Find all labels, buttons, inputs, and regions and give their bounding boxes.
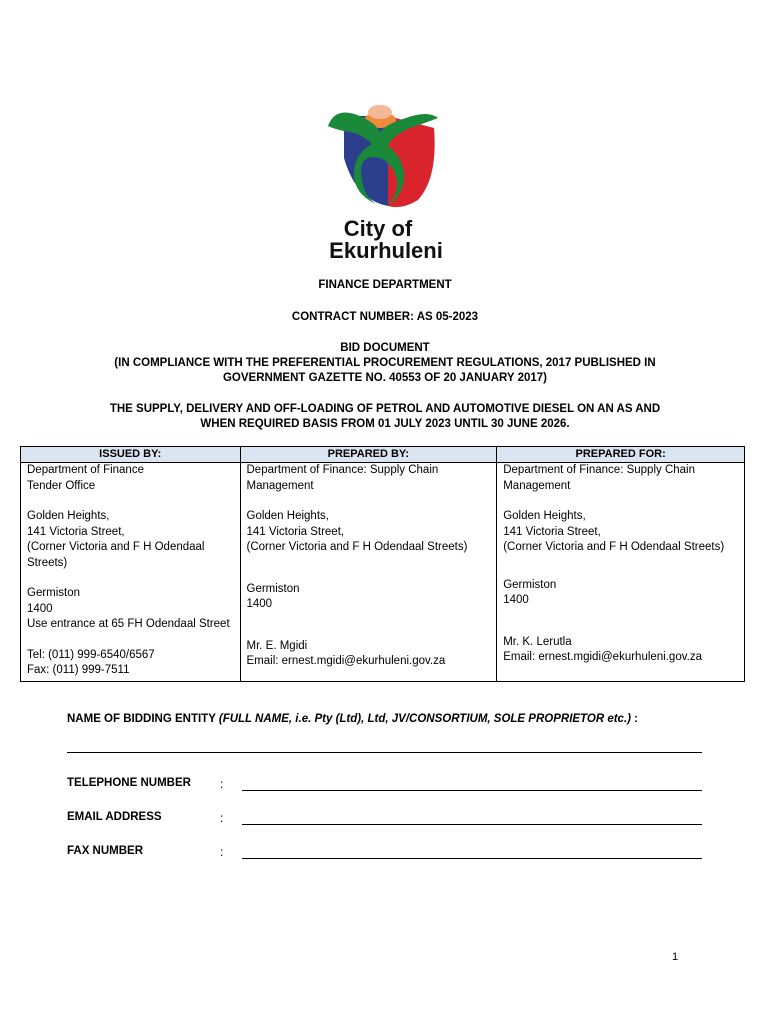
prepared-for-address: Golden Heights, 141 Victoria Street, (Corner Victoria and F H Odendaal Streets) bbox=[503, 510, 725, 553]
issued-by-cell bbox=[21, 463, 241, 682]
fax-label: FAX NUMBER bbox=[67, 845, 144, 857]
page-number: 1 bbox=[672, 951, 679, 963]
prepared-by-org: Department of Finance: Supply Chain Management bbox=[246, 464, 439, 492]
logo-line-2: Ekurhuleni bbox=[329, 238, 443, 263]
email-field[interactable] bbox=[242, 824, 702, 825]
issued-by-city: Germiston 1400 Use entrance at 65 FH Odendaal Street bbox=[27, 587, 230, 630]
telephone-field[interactable] bbox=[242, 790, 702, 791]
prepared-by-cell bbox=[240, 463, 497, 682]
city-of-ekurhuleni-logo bbox=[306, 88, 466, 263]
fax-colon: : bbox=[220, 845, 224, 859]
prepared-by-contact: Mr. E. Mgidi Email: ernest.mgidi@ekurhuleni.gov.za bbox=[246, 639, 446, 667]
header-issued-by: ISSUED BY: bbox=[21, 447, 241, 463]
table-row bbox=[21, 463, 745, 682]
issuer-details-table bbox=[20, 446, 745, 682]
bidding-entity-name-field[interactable] bbox=[67, 752, 702, 753]
contract-number: CONTRACT NUMBER: AS 05-2023 bbox=[291, 311, 479, 323]
telephone-label: TELEPHONE NUMBER bbox=[67, 777, 191, 789]
issued-by-contact: Tel: (011) 999-6540/6567 Fax: (011) 999-7511 bbox=[27, 648, 155, 676]
bidding-entity-hint: (FULL NAME, i.e. Pty (Ltd), Ltd, JV/CONSORTIUM, SOLE PROPRIETOR etc.) bbox=[218, 713, 631, 725]
header-prepared-for: PREPARED FOR: bbox=[497, 447, 745, 463]
document-type: BID DOCUMENT bbox=[340, 342, 430, 354]
bidding-entity-label bbox=[67, 713, 638, 725]
fax-field[interactable] bbox=[242, 858, 702, 859]
logo-graphic bbox=[306, 88, 466, 263]
department-title: FINANCE DEPARTMENT bbox=[318, 279, 452, 291]
issued-by-address: Golden Heights, 141 Victoria Street, (Corner Victoria and F H Odendaal Streets) bbox=[27, 510, 205, 569]
prepared-for-org: Department of Finance: Supply Chain Management bbox=[503, 464, 695, 492]
telephone-colon: : bbox=[220, 777, 224, 791]
subject-line-1: THE SUPPLY, DELIVERY AND OFF-LOADING OF PETROL AND AUTOMOTIVE DIESEL ON AN AS AND bbox=[109, 403, 661, 415]
prepared-by-city: Germiston 1400 bbox=[246, 582, 300, 610]
prepared-for-contact: Mr. K. Lerutla Email: ernest.mgidi@ekurhuleni.gov.za bbox=[503, 635, 702, 663]
bidding-entity-label-text: NAME OF BIDDING ENTITY bbox=[67, 713, 219, 725]
prepared-by-address: Golden Heights, 141 Victoria Street, (Corner Victoria and F H Odendaal Streets) bbox=[246, 510, 468, 553]
subject-line-2: WHEN REQUIRED BASIS FROM 01 JULY 2023 UNTIL 30 JUNE 2026. bbox=[200, 418, 570, 430]
email-label: EMAIL ADDRESS bbox=[67, 811, 162, 823]
issued-by-org: Department of Finance Tender Office bbox=[27, 464, 144, 492]
table-header-row bbox=[21, 447, 745, 463]
prepared-for-city: Germiston 1400 bbox=[503, 578, 557, 606]
prepared-for-cell bbox=[497, 463, 745, 682]
email-colon: : bbox=[220, 811, 224, 825]
bidding-entity-colon: : bbox=[630, 713, 638, 725]
compliance-line-1: (IN COMPLIANCE WITH THE PREFERENTIAL PROCUREMENT REGULATIONS, 2017 PUBLISHED IN bbox=[114, 357, 656, 369]
header-prepared-by: PREPARED BY: bbox=[240, 447, 497, 463]
compliance-line-2: GOVERNMENT GAZETTE NO. 40553 OF 20 JANUARY 2017) bbox=[222, 372, 547, 384]
logo-line-1: City of bbox=[343, 216, 413, 241]
